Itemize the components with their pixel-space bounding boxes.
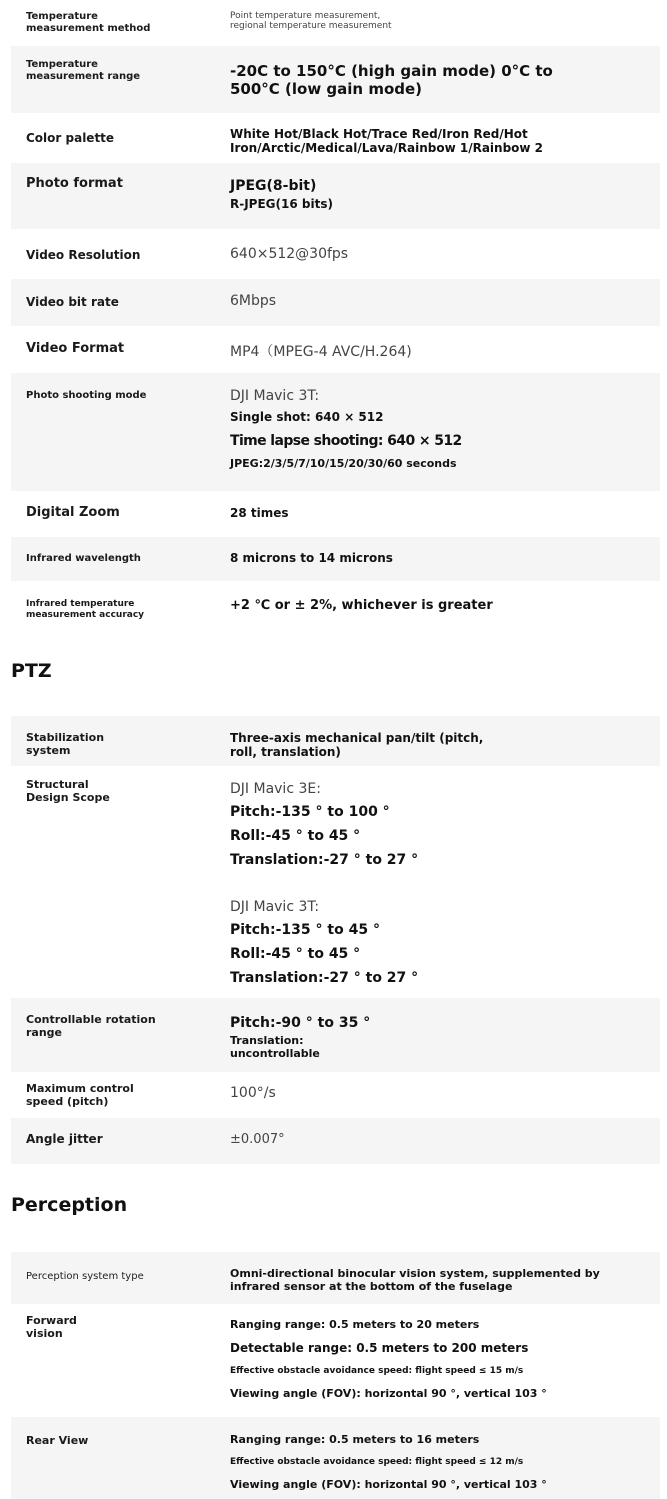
spec-label: Photo format (26, 176, 123, 191)
spec-row-video-resolution (11, 229, 660, 279)
spec-row-design-scope (11, 766, 660, 998)
spec-label: Angle jitter (26, 1132, 103, 1146)
spec-row-color-palette (11, 113, 660, 163)
spec-row-control-speed (11, 1072, 660, 1118)
spec-value: DJI Mavic 3T: Single shot: 640 × 512 Time lapse shooting: 640 × 512 JPEG:2/3/5/7/10/15/20/30/60 seconds (230, 388, 462, 470)
spec-value: 8 microns to 14 microns (230, 551, 393, 565)
spec-label: Infrared temperature measurement accuracy (26, 599, 145, 620)
spec-value: +2 ℃ or ± 2%, whichever is greater (230, 598, 493, 613)
spec-value: MP4（MPEG-4 AVC/H.264) (230, 344, 412, 360)
spec-value: Point temperature measurement, regional temperature measurement (230, 11, 392, 31)
ptz-section-title: PTZ (11, 660, 52, 682)
spec-row-digital-zoom (11, 491, 660, 537)
spec-value: White Hot/Black Hot/Trace Red/Iron Red/Hot Iron/Arctic/Medical/Lava/Rainbow 1/Rainbow 2 (230, 127, 544, 155)
spec-value: 28 times (230, 506, 289, 520)
spec-row-measurement-range (11, 46, 660, 113)
spec-row-measurement-accuracy (11, 581, 660, 633)
spec-value: Pitch:-90 ° to 35 ° Translation: uncontrollable (230, 1015, 371, 1060)
spec-row-stabilization (11, 716, 660, 766)
spec-label: Temperature measurement method (26, 11, 151, 34)
spec-label: Rear View (26, 1434, 89, 1447)
spec-label: Controllable rotation range (26, 1013, 156, 1040)
spec-value: 640×512@30fps (230, 246, 349, 262)
spec-row-forward-vision (11, 1304, 660, 1417)
spec-value: Omni-directional binocular vision system, supplemented by infrared sensor at the bottom of the fuselage (230, 1267, 600, 1293)
spec-value: -20C to 150°C (high gain mode) 0°C to 500°C (low gain mode) (230, 62, 553, 98)
spec-row-measurement-method (11, 0, 660, 46)
spec-row-perception-type (11, 1252, 660, 1304)
spec-value: 100°/s (230, 1085, 276, 1101)
spec-row-shooting-mode (11, 373, 660, 491)
spec-row-infrared-wavelength (11, 537, 660, 581)
spec-label: Structural Design Scope (26, 778, 110, 805)
spec-label: Perception system type (26, 1271, 144, 1282)
spec-row-video-format (11, 326, 660, 373)
spec-label: Maximum control speed (pitch) (26, 1082, 134, 1109)
spec-value: JPEG(8-bit) R-JPEG(16 bits) (230, 178, 333, 211)
spec-label: Forward vision (26, 1314, 77, 1341)
spec-label: Temperature measurement range (26, 59, 141, 82)
spec-row-rear-view (11, 1417, 660, 1499)
spec-value: Ranging range: 0.5 meters to 20 meters Detectable range: 0.5 meters to 200 meters Effective obstacle avoidance speed: flight speed ≤ 15 m/s Viewing angle (FOV): horizontal 90 °, vertical 103 ° (230, 1318, 547, 1400)
spec-row-rotation-range (11, 998, 660, 1072)
spec-value: DJI Mavic 3E: Pitch:-135 ° to 100 ° Roll:-45 ° to 45 ° Translation:-27 ° to 27 ° DJI Mavic 3T: Pitch:-135 ° to 45 ° Roll:-45 ° to 45 ° Translation:-27 ° to 27 ° (230, 781, 419, 986)
spec-value: Ranging range: 0.5 meters to 16 meters Effective obstacle avoidance speed: flight speed ≤ 12 m/s Viewing angle (FOV): horizontal 90 °, vertical 103 ° (230, 1433, 547, 1491)
spec-value: 6Mbps (230, 293, 277, 309)
spec-row-angle-jitter (11, 1118, 660, 1164)
perception-section-title: Perception (11, 1194, 128, 1216)
spec-row-video-bitrate (11, 279, 660, 326)
spec-row-photo-format (11, 163, 660, 229)
spec-label: Digital Zoom (26, 505, 120, 520)
spec-label: Color palette (26, 131, 115, 145)
spec-label: Stabilization system (26, 731, 105, 758)
spec-label: Video Resolution (26, 248, 141, 262)
spec-label: Infrared wavelength (26, 553, 141, 564)
spec-label: Video Format (26, 341, 125, 356)
spec-value: Three-axis mechanical pan/tilt (pitch, roll, translation) (230, 731, 484, 759)
spec-value: ±0.007° (230, 1132, 285, 1147)
spec-label: Video bit rate (26, 295, 119, 309)
spec-label: Photo shooting mode (26, 390, 147, 401)
